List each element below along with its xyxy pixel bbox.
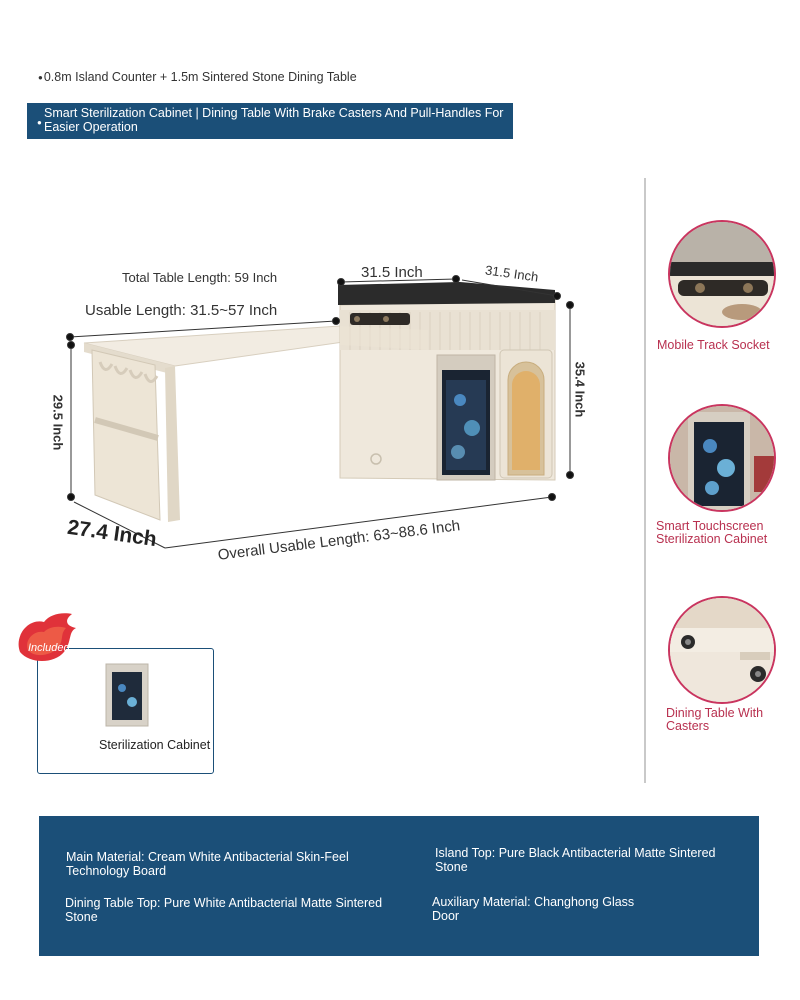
page-subtitle: ●0.8m Island Counter + 1.5m Sintered Stone Dining Table — [38, 70, 357, 84]
island-width-label: 31.5 Inch — [361, 264, 423, 281]
feature-label-socket: Mobile Track Socket — [657, 338, 770, 352]
flame-badge-icon — [14, 612, 80, 664]
usable-length-label: Usable Length: 31.5~57 Inch — [85, 302, 278, 319]
vertical-divider — [644, 178, 646, 783]
overall-length-label: Overall Usable Length: 63~88.6 Inch — [216, 517, 462, 564]
island-depth-label: 31.5 Inch — [484, 262, 540, 285]
spec-auxiliary: Auxiliary Material: Changhong Glass Door — [432, 895, 635, 923]
table-depth-label: 27.4 Inch — [65, 515, 159, 552]
table-height-label: 29.5 Inch — [50, 394, 66, 451]
included-item-label: Sterilization Cabinet — [99, 738, 211, 752]
table-leg-front — [165, 366, 180, 522]
feature-label-cabinet: Smart Touchscreen Sterilization Cabinet — [656, 519, 768, 546]
subtitle-text: 0.8m Island Counter + 1.5m Sintered Stone Dining Table — [43, 70, 357, 84]
spec-main-material: Main Material: Cream White Antibacterial Skin-Feel Technology Board — [66, 850, 349, 878]
included-badge-text: Included — [28, 642, 70, 654]
spec-table-top: Dining Table Top: Pure White Antibacterial Matte Sintered Stone — [65, 896, 383, 924]
feature-image-cabinet — [668, 404, 776, 512]
spec-island-top: Island Top: Pure Black Antibacterial Matte Sintered Stone — [435, 846, 716, 874]
spec-panel — [39, 816, 759, 956]
banner-text: Smart Sterilization Cabinet | Dining Table With Brake Casters And Pull-Handles For Easier Operation — [44, 106, 504, 134]
headline-banner: ● Smart Sterilization Cabinet | Dining Table With Brake Casters And Pull-Handles For Easier Operation — [27, 103, 513, 139]
product-illustration — [0, 0, 640, 600]
total-length-label: Total Table Length: 59 Inch — [122, 270, 278, 285]
feature-image-casters — [668, 596, 776, 704]
island-height-label: 35.4 Inch — [572, 361, 588, 418]
feature-image-socket — [668, 220, 776, 328]
island-black-top — [338, 282, 555, 305]
feature-label-casters: Dining Table With Casters — [666, 706, 764, 733]
cabinet-thumbnail — [104, 662, 150, 728]
